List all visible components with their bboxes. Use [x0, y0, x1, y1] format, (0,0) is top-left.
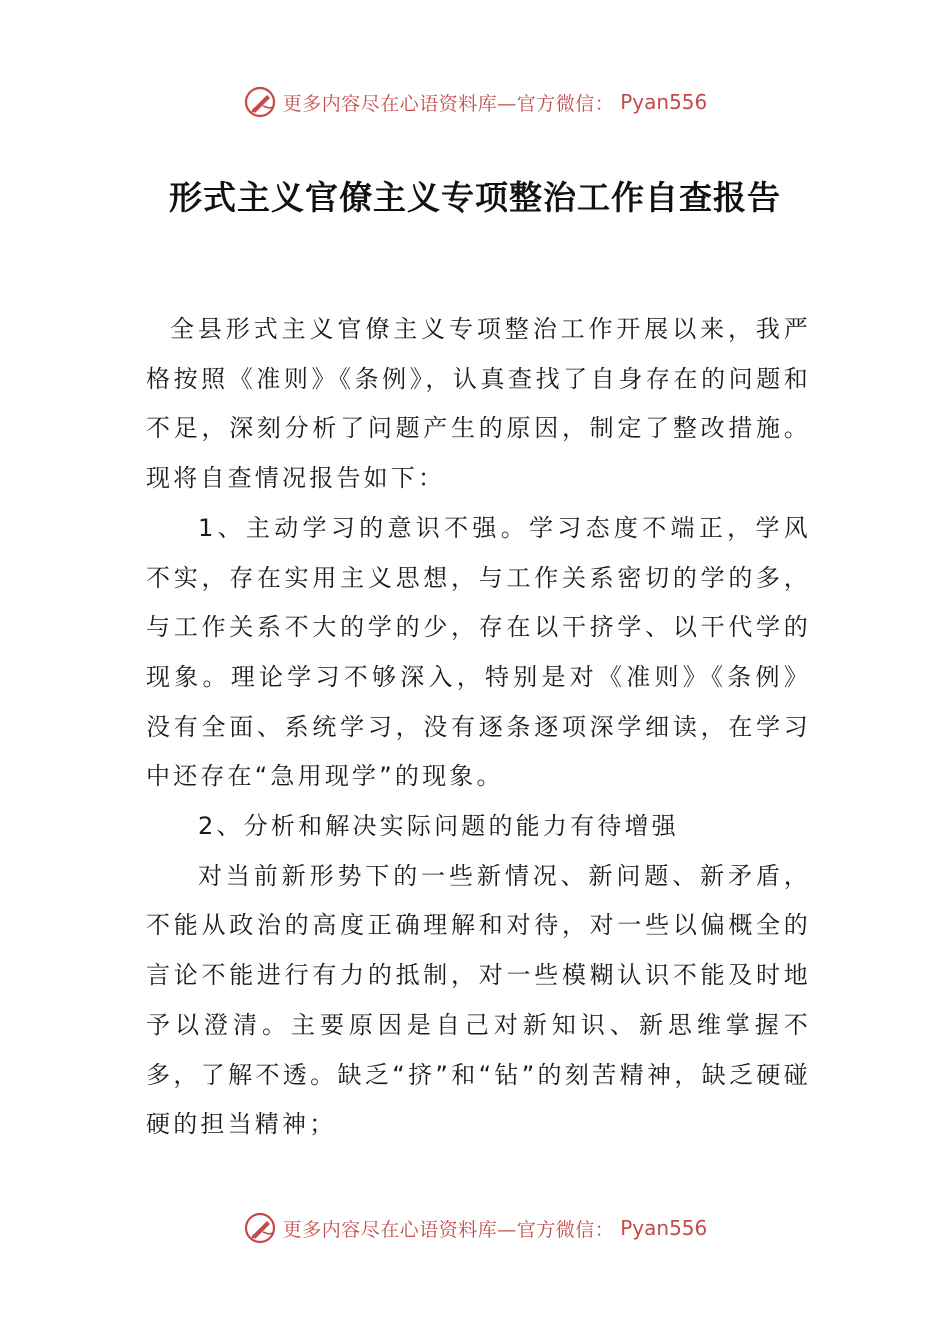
banner-text: 更多内容尽在心语资料库—官方微信： [282, 1218, 615, 1241]
banner-text: 更多内容尽在心语资料库—官方微信： [282, 92, 615, 115]
paragraph-item-2-heading: 2、分析和解决实际问题的能力有待增强 [198, 812, 679, 841]
footer-banner [0, 1208, 950, 1248]
wechat-id: Pyan556 [620, 1216, 708, 1240]
paragraph-intro: 全县形式主义官僚主义专项整治工作开展以来，我严格按照《准则》《条例》，认真查找了自身存在的问题和不足，深刻分析了问题产生的原因，制定了整改措施。现将自查情况报告如下： [146, 315, 811, 493]
paragraph-item-1: 1、主动学习的意识不强。学习态度不端正，学风不实，存在实用主义思想，与工作关系密切的学的多，与工作关系不大的学的少，存在以干挤学、以干代学的现象。理论学习不够深入，特别是对《准则》《条例》没有全面、系统学习，没有逐条逐项深学细读，在学习中还存在“急用现学”的现象。 [146, 513, 811, 791]
pen-logo-icon [243, 1211, 277, 1245]
paragraph-item-2-body: 对当前新形势下的一些新情况、新问题、新矛盾，不能从政治的高度正确理解和对待，对一些以偏概全的言论不能进行有力的抵制，对一些模糊认识不能及时地予以澄清。主要原因是自己对新知识、新思维掌握不多，了解不透。缺乏“挤”和“钻”的刻苦精神，缺乏硬碰硬的担当精神； [146, 861, 811, 1139]
document-title: 形式主义官僚主义专项整治工作自查报告 [169, 178, 781, 217]
pen-logo-icon [243, 85, 277, 119]
document-body [146, 305, 811, 1150]
header-banner [0, 82, 950, 122]
wechat-id: Pyan556 [620, 90, 708, 114]
